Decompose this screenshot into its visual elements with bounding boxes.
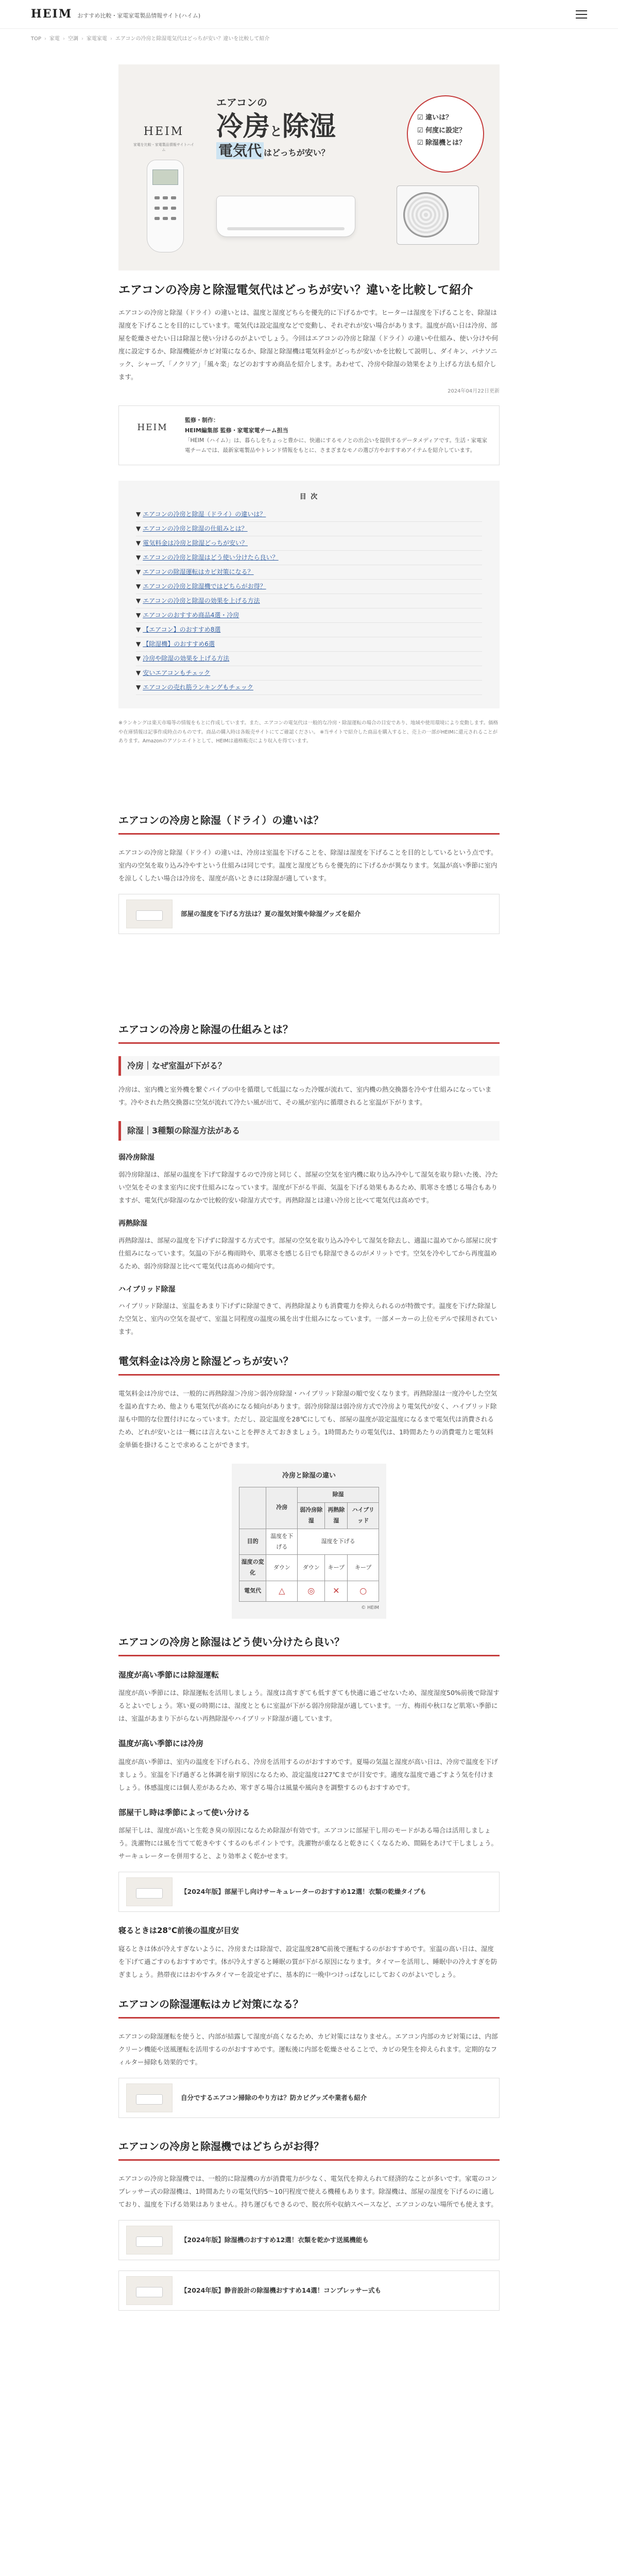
author-logo: HEIM: [137, 422, 168, 433]
toc-title: 目 次: [299, 493, 319, 501]
section-body: 冷房は、室内機と室外機を繋ぐパイプの中を循環して低温になった冷媒が流れて、室内機の熱交換器を冷やす仕組みになっています。冷やされた熱交換器に空気が流れて冷たい風が出て、その風が室内に循環されると室温が下がります。: [118, 1086, 492, 1107]
author-label: 監修・制作：: [185, 417, 219, 424]
related-article-link[interactable]: [118, 2220, 500, 2260]
subsection-heading: 部屋干し時は季節によって使い分ける: [118, 1807, 250, 1817]
comparison-table: 冷房 除湿 弱冷房除湿 再熱除湿 ハイブリッド 目的 温度を下げる 湿度を下げる 湿度の変化 ダウン ダウン キープ キープ 電気代 △ ◎ ✕ ○: [239, 1487, 379, 1602]
col-dry: 除湿: [298, 1487, 379, 1502]
subsection-heading: 温度が高い季節には冷房: [118, 1739, 204, 1749]
article-intro: エアコンの冷房と除湿（ドライ）の違いとは、温度と湿度どちらを優先的に下げるかです。ヒーターは湿度を下げることを、除湿は湿度を下げることを目的にしています。電気代は設定温度などで変動し、それぞれが安い場合があります。温度が高い日は冷房、部屋を乾燥させたい日は除湿と使い分けるのがよいでしょう。今回はエアコンの冷房と除湿（ドライ）の違いや仕組み、使い分けや何度に設定するか、除湿機能がカビ対策になるか、除湿と除湿機は電気料金がどっちが安いかを比較して説明し、ダイキン、パナソニック、シャープ、「ノクリア」「風々楽」などのおすすめ商品を紹介します。あわせて、冷房や除湿の効果をより上げる方法も紹介します。: [118, 309, 499, 381]
related-title: 【2024年版】部屋干し向けサーキュレーターのおすすめ12選！衣類の乾燥タイプも: [181, 1888, 426, 1896]
comparison-source: © HEIM: [361, 1605, 379, 1611]
hero-brand: [133, 121, 195, 152]
toc-item[interactable]: ▼ 安いエアコンもチェック: [136, 666, 482, 681]
related-thumbnail: [126, 2276, 173, 2305]
breadcrumb-item[interactable]: 空調: [68, 36, 79, 42]
toc-item[interactable]: ▼ 電気料金は冷房と除湿どっちが安い？: [136, 536, 482, 551]
section-body: 弱冷房除湿は、部屋の温度を下げて除湿するので冷房と同じく、部屋の空気を室内機に取り込み冷やして湿気を取り除いた後、冷たい空気をそのまま室内に戻す仕組みになっています。湿度が下がる半面、気温を下げる効果もあるため、肌寒さを感じる場合もありますが、電気代が除湿のなかで比較的安い除湿方式です。再熱除湿とは違い冷房と比べて電気代は高めです。: [118, 1171, 499, 1205]
related-thumbnail: [126, 900, 173, 928]
toc-item[interactable]: ▼ エアコンの冷房と除湿機ではどちらがお得？: [136, 580, 482, 594]
toc-item[interactable]: ▼ 冷房や除湿の効果を上げる方法: [136, 652, 482, 666]
hero-brand-logo: HEIM: [143, 125, 184, 138]
col-cool: 冷房: [266, 1487, 298, 1529]
hero-line1: エアコンの: [216, 96, 267, 109]
related-article-link[interactable]: [118, 1872, 500, 1912]
toc-item[interactable]: ▼ エアコンの売れ筋ランキングもチェック: [136, 681, 482, 695]
hero-brand-sub: 家電を比較・家電製品情報サイトハイム: [133, 142, 195, 152]
related-article-link[interactable]: [118, 894, 500, 934]
remote-control-illustration: [147, 160, 184, 252]
related-title: 【2024年版】除湿機のおすすめ12選！衣類を乾かす送風機能も: [181, 2235, 369, 2244]
section-body: 電気料金は冷房では、一般的に再熱除湿＞冷房＞弱冷房除湿・ハイブリッド除湿の順で安くなります。再熱除湿は一度冷やした空気を温め直すため、他よりも電気代が高めになる傾向があります。弱冷房除湿は弱冷房方式で冷房より電気代が安く、ハイブリッド除湿も中間的な位置付けになっています。ただし、設定温度を28℃にしても、部屋の温度が設定温度になるまで電気代は消費されるため、どれが安いとは一概には言えないことを押さえておきましょう。1時間あたりの電気代は、1時間あたりの消費電力と電気料金単価を掛けることで求めることができます。: [118, 1389, 497, 1449]
author-box: [118, 405, 500, 465]
toc-item[interactable]: ▼ エアコンの除湿運転はカビ対策になる？: [136, 565, 482, 580]
col-reheat: 再熱除湿: [325, 1502, 348, 1529]
hamburger-menu-icon[interactable]: [576, 10, 587, 19]
air-conditioner-illustration: [216, 196, 355, 237]
disclaimer-note: ※ランキングは楽天市場等の情報をもとに作成しています。また、エアコンの電気代は一般的な冷房・除湿運転の場合の目安であり、地域や使用環境により変動します。価格や在庫情報は記事作成時点のものです。商品の購入時は各販売サイトにてご確認ください。 ※当サイトで紹介した商品を購入すると、売上の一部がHEIMに還元されることがあります。Amazonのアソシエイトとして、HEIMは適格販売により収入を得ています。: [118, 720, 499, 744]
section-body: エアコンの除湿運転を使うと、内部が結露して湿度が高くなるため、カビ対策にはなりません。エアコン内部のカビ対策には、内部クリーン機能や送風運転を活用するのがおすすめです。運転後に内部を乾燥させることで、カビの発生を抑えられます。定期的なフィルター掃除も効果的です。: [118, 2032, 498, 2066]
section-heading: 電気料金は冷房と除湿どっちが安い？: [118, 1353, 500, 1376]
toc-item[interactable]: ▼ エアコンの冷房と除湿はどう使い分けたら良い？: [136, 551, 482, 565]
section-body: エアコンの冷房と除湿（ドライ）の違いは、冷房は室温を下げることを、除湿は湿度を下げることを目的としているという点です。室内の空気を取り込み冷やすという仕組みは同じです。温度と湿度どちらを優先的に下げるかが異なります。気温が高い季節に室内を涼しくしたい場合は冷房を、湿度が高いときには除湿が適しています。: [118, 848, 497, 882]
site-header: [0, 0, 618, 29]
subsection-heading: 湿度が高い季節には除湿運転: [118, 1670, 219, 1680]
section-body: 部屋干しは、湿度が高いと生乾き臭の原因になるため除湿が有効です。エアコンに部屋干し用のモードがある場合は活用しましょう。洗濯物には風を当てて乾きやすくするのもポイントです。洗濯物が重なると乾きにくくなるため、間隔をあけて干しましょう。サーキュレーターを併用すると、より効率よく乾かせます。: [118, 1826, 498, 1860]
breadcrumb-current: エアコンの冷房と除湿電気代はどっちが安い？違いを比較して紹介: [115, 36, 270, 42]
col-hybrid: ハイブリッド: [348, 1502, 379, 1529]
row-temp: 湿度の変化: [239, 1555, 266, 1581]
section-heading: エアコンの冷房と除湿（ドライ）の違いは？: [118, 812, 500, 835]
header-brand: [31, 4, 200, 25]
breadcrumb-item[interactable]: 家電家電: [87, 36, 108, 42]
related-title: 自分でするエアコン掃除のやり方は？防カビグッズや業者も紹介: [181, 2093, 367, 2102]
comparison-title: 冷房と除湿の違い: [282, 1472, 336, 1480]
author-org[interactable]: HEIM編集部 監修・家電家電チーム担当: [185, 427, 288, 434]
section-body: 温度が高い季節は、室内の温度を下げられる、冷房を活用するのがおすすめです。夏場の気温と湿度が高い日は、冷房で温度を下げましょう。室温を下げ過ぎると体調を崩す原因になるため、設定温度は27℃までが目安です。適度な温度で過ごすよう気を付けましょう。体感温度には個人差があるため、寒すぎる場合は風量や風向きを調整するのもおすすめです。: [118, 1757, 498, 1791]
article-main: [118, 282, 500, 2311]
breadcrumb: TOP › 家電 › 空調 › 家電家電 › エアコンの冷房と除湿電気代はどっちが安い？違いを比較して紹介: [0, 29, 618, 49]
hero-title: [216, 93, 336, 161]
row-cost: 電気代: [239, 1581, 266, 1601]
toc-item[interactable]: ▼ エアコンの冷房と除湿（ドライ）の違いは？: [136, 507, 482, 522]
section-body: 湿度が高い季節には、除湿運転を活用しましょう。湿度は高すぎても低すぎても快適に過ごせないため、湿度湿度50%前後で除湿するとよいでしょう。寒い夏の時期には、湿度とともに室温が下がる弱冷房除湿が適しています。一方、梅雨や秋口など肌寒い季節には、室温があまり下がらない再熱除湿やハイブリッド除湿が適しています。: [118, 1689, 500, 1723]
outdoor-unit-illustration: [397, 185, 479, 245]
toc-item[interactable]: ▼ 【エアコン】のおすすめ8選: [136, 623, 482, 637]
section-heading: エアコンの冷房と除湿機ではどちらがお得？: [118, 2139, 500, 2161]
author-text: [185, 415, 489, 455]
section-heading: エアコンの冷房と除湿はどう使い分けたら良い？: [118, 1634, 500, 1656]
section-heading: エアコンの冷房と除湿の仕組みとは？: [118, 1022, 500, 1044]
toc-item[interactable]: ▼ エアコンの冷房と除湿の効果を上げる方法: [136, 594, 482, 608]
section-body: エアコンの冷房と除湿機では、一般的に除湿機の方が消費電力が少なく、電気代を抑えられて経済的なことが多いです。家電のコンプレッサー式の除湿機は、1時間あたりの電気代約5〜10円程度で使える機種もあります。除湿機は、部屋の湿度を下げるのに適しており、温度を下げる効果はありません。持ち運びもできるので、脱衣所や収納スペースなど、エアコンのない場所でも使えます。: [118, 2174, 497, 2208]
hero-line2: 冷房と除湿: [216, 111, 336, 142]
minor-heading: 弱冷房除湿: [118, 1154, 154, 1162]
related-thumbnail: [126, 2083, 173, 2112]
section-body: 寝るときは体が冷えすぎないように、冷房または除湿で、設定温度28℃前後で運転するのがおすすめです。室温の高い日は、湿度を下げて過ごすのもおすすめです。体が冷えすぎると睡眠の質が下がる原因になります。タイマーを活用し、睡眠中の冷えすぎを防ぎましょう。熱帯夜にはおやすみタイマーを設定せずに、基本的に一晩中つけっぱなしにしておくのがよいでしょう。: [118, 1944, 497, 1978]
author-desc: 「HEIM（ハイム）」は、暮らしをちょっと豊かに、快適にするモノとの出会いを提供するデータメディアです。生活・家電家電チームでは、最新家電製品やトレンド情報をもとに、さまざまなモノの選び方やおすすめアイテムを紹介しています。: [185, 437, 487, 453]
related-thumbnail: [126, 2226, 173, 2255]
related-title: 部屋の湿度を下げる方法は？夏の湿気対策や除湿グッズを紹介: [181, 909, 361, 918]
hero-image: [118, 64, 500, 270]
minor-heading: 再熱除湿: [118, 1219, 147, 1228]
breadcrumb-item[interactable]: TOP: [31, 36, 42, 42]
subsection-heading: 冷房｜なぜ室温が下がる？: [118, 1056, 500, 1076]
update-date: 2024年04月22日更新: [448, 388, 500, 395]
related-title: 【2024年版】静音設計の除湿機おすすめ14選！コンプレッサー式も: [181, 2286, 382, 2294]
article-title: エアコンの冷房と除湿電気代はどっちが安い？違いを比較して紹介: [118, 283, 473, 297]
section-heading: エアコンの除湿運転はカビ対策になる？: [118, 1996, 500, 2019]
section-body: 再熱除湿は、部屋の温度を下げずに除湿する方式です。部屋の空気を取り込み冷やして湿気を除去し、適温に温めてから部屋に戻す仕組みになっています。気温の下がる梅雨時や、肌寒さを感じる日でも除湿できるのがメリットです。空気を冷やしてから再度温めるため、弱冷房除湿と比べて電気代は高めの傾向です。: [118, 1236, 498, 1270]
table-of-contents: [118, 481, 500, 709]
site-logo[interactable]: HEIM: [31, 7, 73, 21]
hero-question-bubble: ☑ 違いは？ ☑ 何度に設定？ ☑ 除湿機とは？: [407, 95, 484, 173]
subsection-heading: 除湿｜3種類の除湿方法がある: [118, 1121, 500, 1141]
toc-item[interactable]: ▼ エアコンのおすすめ商品4選・冷房: [136, 608, 482, 623]
related-thumbnail: [126, 1877, 173, 1906]
toc-item[interactable]: ▼ エアコンの冷房と除湿の仕組みとは？: [136, 522, 482, 536]
subsection-heading: 寝るときは28℃前後の温度が目安: [118, 1926, 239, 1936]
comparison-table-image: [232, 1464, 386, 1618]
related-article-link[interactable]: [118, 2270, 500, 2311]
breadcrumb-item[interactable]: 家電: [49, 36, 60, 42]
minor-heading: ハイブリッド除湿: [118, 1285, 176, 1294]
related-article-link[interactable]: [118, 2078, 500, 2118]
row-purpose: 目的: [239, 1529, 266, 1555]
col-weak: 弱冷房除湿: [298, 1502, 325, 1529]
section-body: ハイブリッド除湿は、室温をあまり下げずに除湿できて、再熱除湿よりも消費電力を抑えられるのが特徴です。温度を下げた除湿した空気と、室内の空気を混ぜて、室温と同程度の温度の風を出す仕組みになっています。一部メーカーの上位モデルで採用されています。: [118, 1302, 497, 1336]
site-tagline: おすすめ比較・家電家電製品情報サイト(ハイム): [77, 12, 201, 19]
toc-item[interactable]: ▼ 【除湿機】のおすすめ6選: [136, 637, 482, 652]
hero-line3: 電気代 はどっちが安い？: [216, 142, 336, 160]
